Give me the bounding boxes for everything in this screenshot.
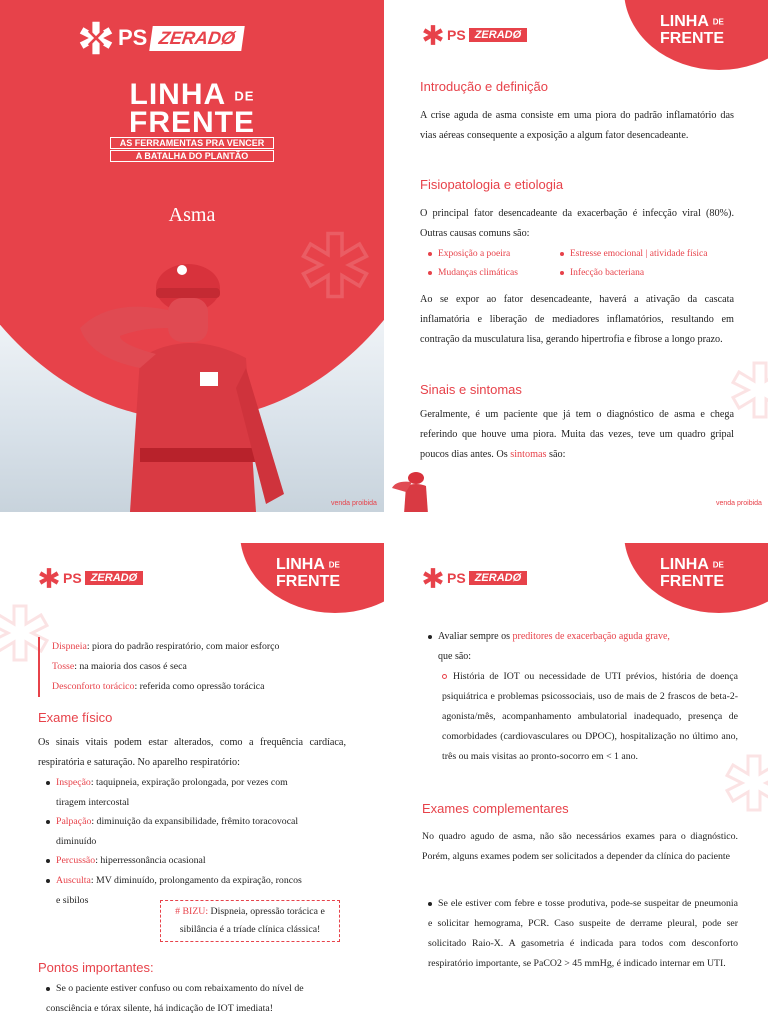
brand-logo (422, 567, 527, 589)
page-exame (0, 543, 384, 1024)
cover-subtitle: AS FERRAMENTAS PRA VENCER A BATALHA DO PLANTÃO (110, 136, 274, 163)
cross-logo-icon (422, 24, 444, 46)
list-item: Tosse: na maioria dos casos é seca (52, 661, 187, 672)
soldier-figure (388, 470, 438, 512)
brand-zerado: ZERADØ (469, 571, 527, 585)
heading-pontos: Pontos importantes: (38, 960, 154, 975)
exame-text: Os sinais vitais podem estar alterados, como a frequência cardíaca, respiratória e saturação. No aparelho respiratório: (38, 737, 346, 768)
list-item: Palpação: diminuição da expansibilidade, frêmito toracovocal diminuído (46, 812, 346, 852)
brand-zerado: ZERADØ (469, 28, 527, 42)
list-item: Dispneia: piora do padrão respiratório, com maior esforço (52, 641, 280, 652)
list-item: Ausculta: MV diminuído, prolongamento da expiração, roncos e sibilos (46, 871, 346, 911)
exames-text: No quadro agudo de asma, não são necessários exames para o diagnóstico. Porém, alguns exames podem ser solicitados a depender da clínica do paciente (422, 831, 738, 862)
brand-logo (38, 567, 143, 589)
page-intro (384, 0, 768, 512)
list-item: Inspeção: taquipneia, expiração prolongada, por vezes com tiragem intercostal (46, 773, 346, 813)
heading-sinais: Sinais e sintomas (420, 382, 522, 397)
cover-topic: Asma (168, 204, 216, 226)
brand-ps: PS (63, 570, 82, 586)
background-cross-pattern (300, 230, 370, 300)
brand-zerado: ZERADØ (85, 571, 143, 585)
heading-intro: Introdução e definição (420, 79, 548, 94)
series-title: LINHA DE FRENTE (660, 13, 724, 48)
symptom-list (38, 637, 279, 697)
brand-ps: PS (447, 27, 466, 43)
brand-zerado: ZERADØ (150, 26, 246, 51)
list-item: Mudanças climáticas (428, 263, 518, 283)
cross-logo-icon (38, 567, 60, 589)
series-title: LINHA DE FRENTE (276, 556, 340, 591)
list-item: Desconforto torácico: referida como opressão torácica (52, 681, 265, 692)
soldier-figure (70, 258, 310, 512)
list-item: Exposição a poeira (428, 244, 510, 264)
heading-fisio: Fisiopatologia e etiologia (420, 177, 564, 192)
series-title: LINHA DE FRENTE (660, 556, 724, 591)
brand-ps: PS (447, 570, 466, 586)
series-title-line1: LINHA DE (129, 78, 255, 111)
bizu-box: # BIZU: Dispneia, opressão torácica e sibilância é a tríade clínica clássica! (160, 900, 340, 942)
page-exames (384, 543, 768, 1024)
cross-logo-icon (422, 567, 444, 589)
list-item: Se o paciente estiver confuso ou com rebaixamento do nível de consciência e tórax silente, há indicação de IOT imediata! (46, 983, 304, 1014)
fisio-text: O principal fator desencadeante da exacerbação é infecção viral (80%). Outras causas comuns são: (420, 208, 734, 239)
brand-logo (422, 24, 527, 46)
list-item: Estresse emocional | atividade física (560, 244, 708, 264)
sinais-text: Geralmente, é um paciente que já tem o diagnóstico de asma e chega referindo que houve uma piora. Muita das vezes, teve um quadro gripal poucos dias antes. Os sintomas são: (420, 409, 734, 460)
brand-logo (78, 20, 243, 56)
series-title-line2: FRENTE (129, 106, 255, 139)
cascata-text: Ao se expor ao fator desencadeante, haverá a ativação da cascata inflamatória e liberação de mediadores inflamatórios, resultando em contração da musculatura lisa, gerando hipertrofia e fibrose a longo prazo. (420, 294, 734, 345)
footer-note: venda proibida (716, 500, 762, 507)
cover-page (0, 0, 384, 512)
febre-text: Se ele estiver com febre e tosse produtiva, pode-se suspeitar de pneumonia e solicitar hemograma, PCR. Caso suspeite de derrame pleural, pode ser solicitado Raio-X. A gasometria é indicada para todos com desconforto respiratório importante, se PaCO2 > 45 mmHg, é indicado internar em UTI. (428, 898, 738, 969)
intro-text: A crise aguda de asma consiste em uma piora do padrão inflamatório das vias aéreas consequente a exposição a algum fator desencadeante. (420, 110, 734, 141)
preditores-text: História de IOT ou necessidade de UTI prévios, história de doença psiquiátrica e problemas psicossociais, uso de mais de 2 frascos de beta-2-agonista/mês, acompanhamento ambulatorial inadequado, presença de comorbidades (cardiovasculares ou DPOC), hospitalização no último ano, três ou mais visitas ao pronto-socorro em < 1 ano. (442, 671, 738, 762)
list-item: Percussão: hiperressonância ocasional (46, 851, 346, 871)
list-item: Infecção bacteriana (560, 263, 644, 283)
brand-ps: PS (118, 25, 148, 50)
cross-logo-icon (78, 20, 114, 56)
background-cross-pattern (730, 360, 768, 420)
page-gap (0, 512, 768, 543)
list-item: Avaliar sempre os preditores de exacerbação aguda grave, que são: (428, 627, 738, 667)
heading-exame: Exame físico (38, 710, 113, 725)
heading-exames: Exames complementares (422, 801, 569, 816)
footer-note: venda proibida (331, 500, 377, 507)
